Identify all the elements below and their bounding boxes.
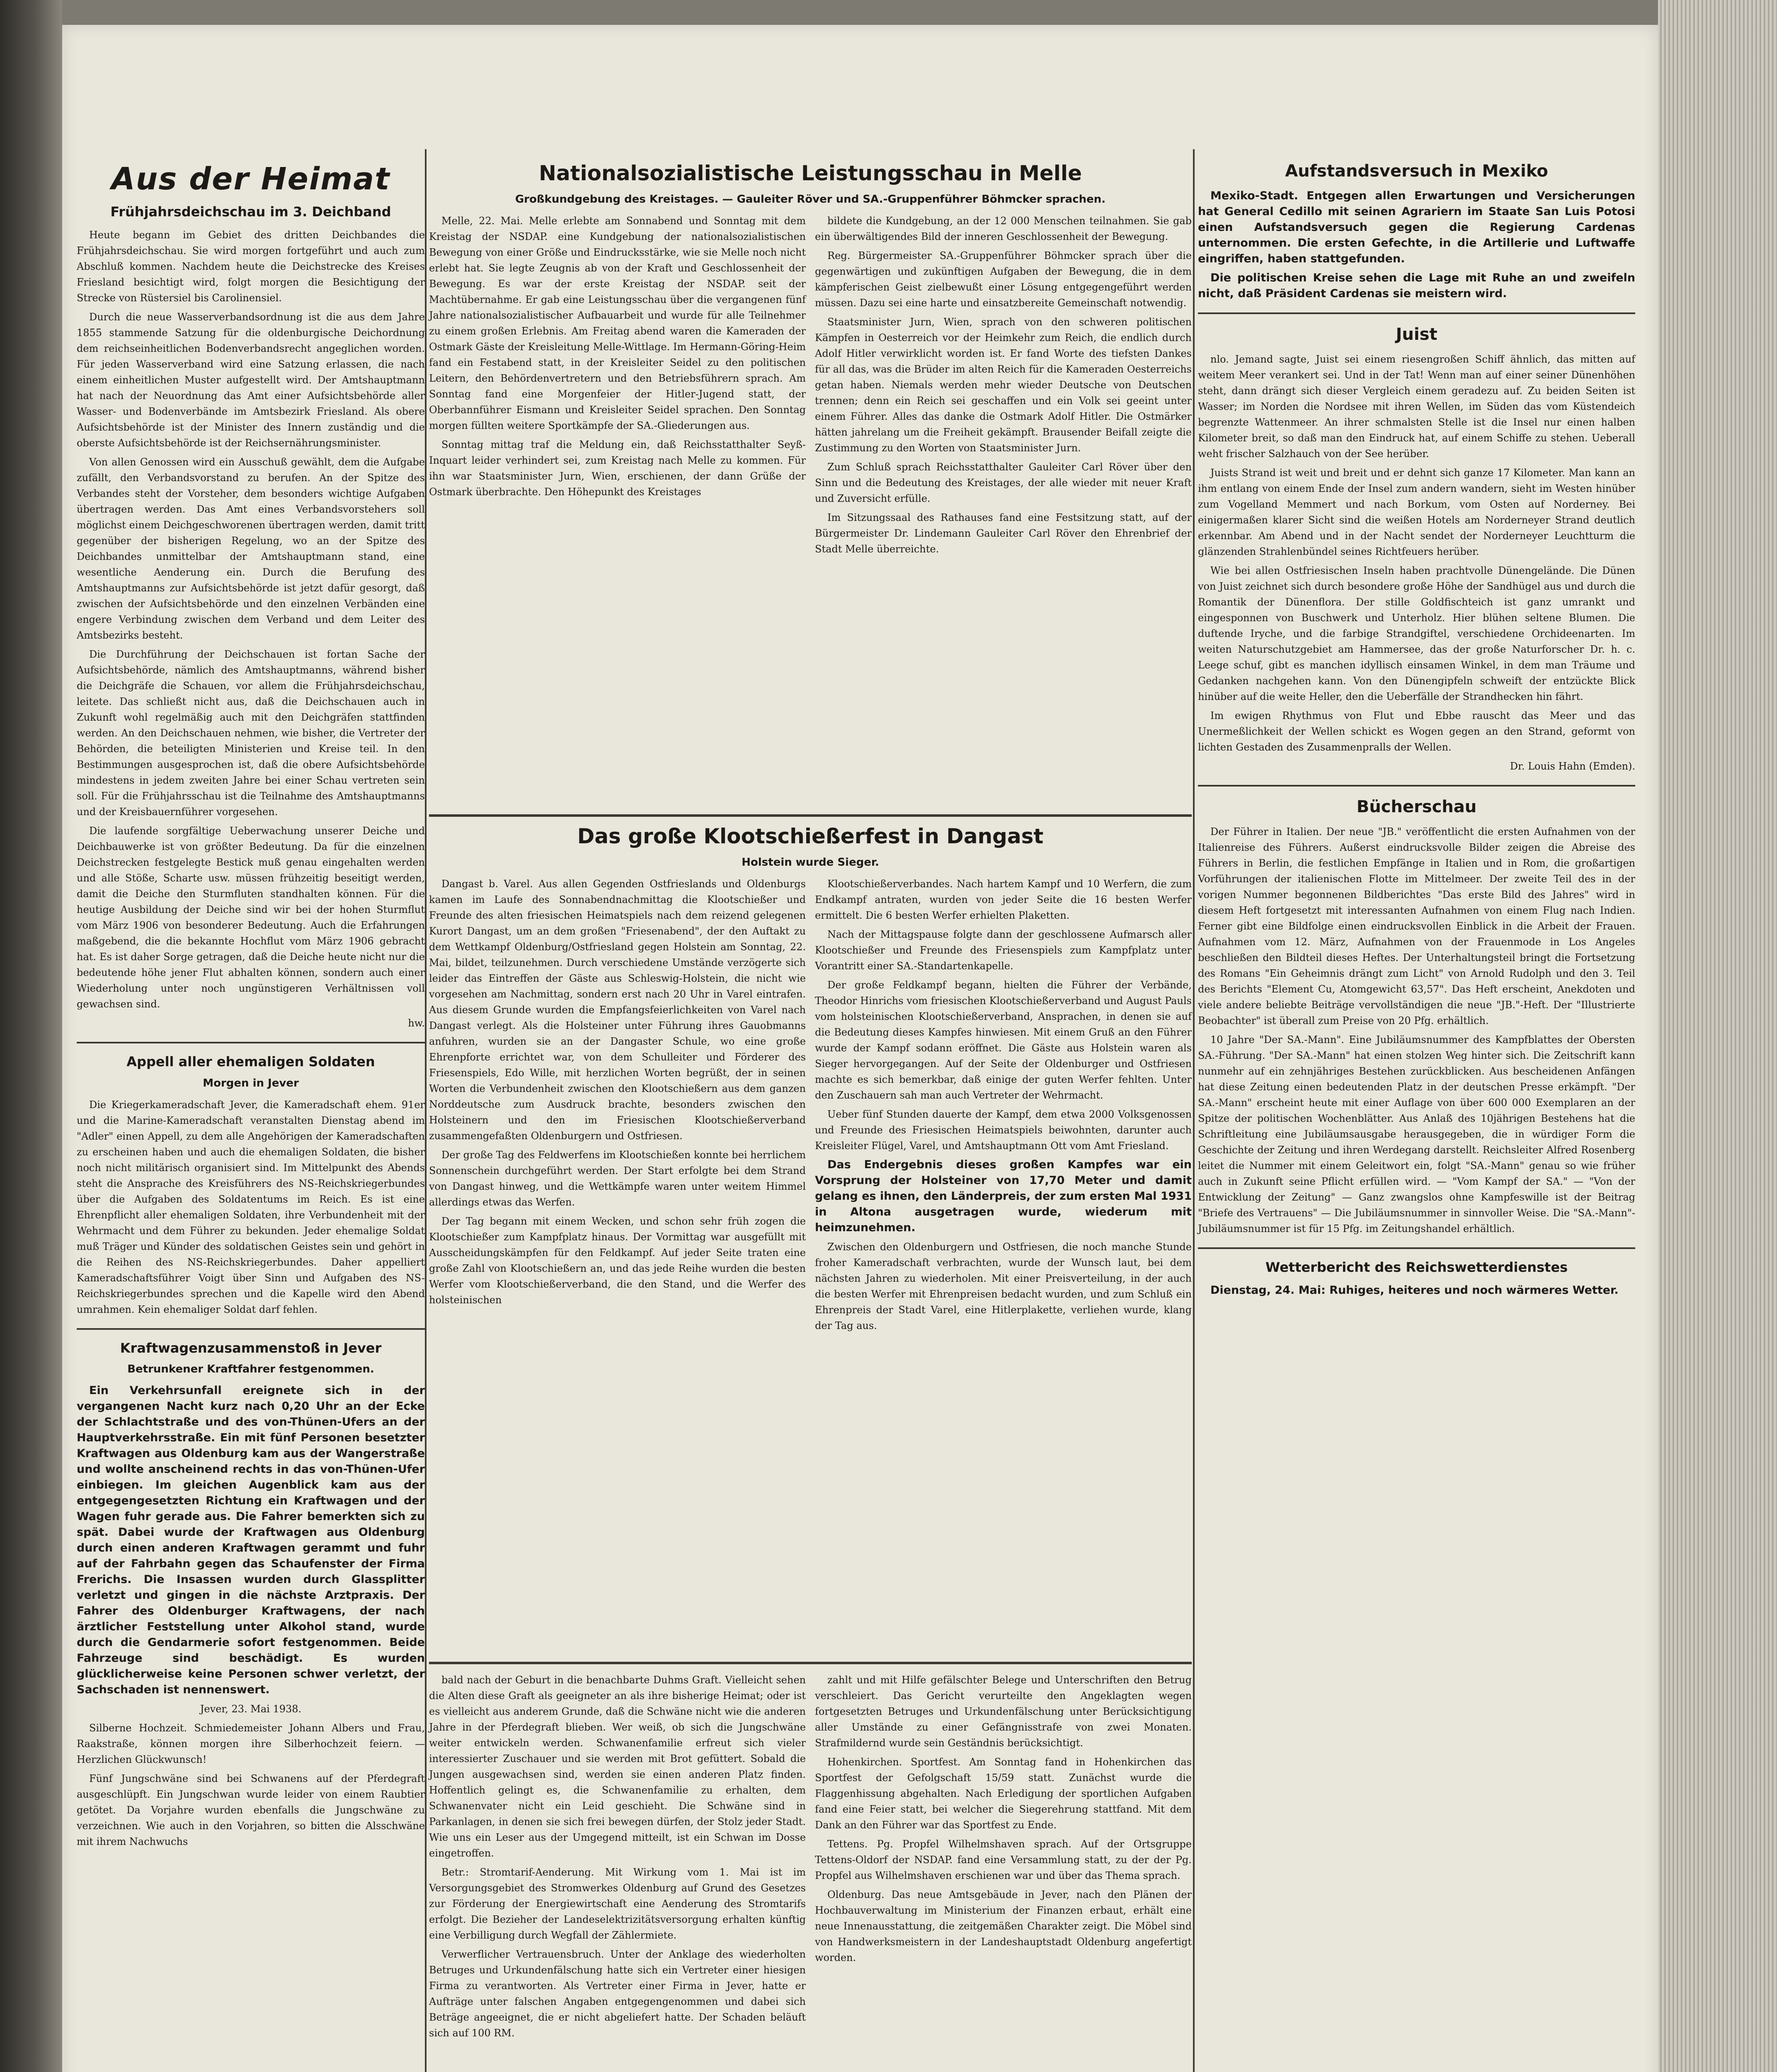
- juist-p1: nlo. Jemand sagte, Juist sei einem riesengroßen Schiff ähnlich, das mitten auf weitem Meer verankert sei. Und in der Tat! Wenn man auf einer seiner Dünenhöhen steht, dann drängt sich dieser Vergleich einem geradezu auf. Zu beiden Seiten ist Wasser; im Norden die Nordsee mit ihren Wellen, im Süden das vom Küstendeich begrenzte Wattenmeer. An ihrer schmalsten Stelle ist die Insel nur einen halben Kilometer breit, so daß man den Eindruck hat, auf einem Schiffe zu stehen. Ueberall weht frischer Salzhauch von der See herüber.: [1198, 353, 1635, 460]
- book-binding: [0, 0, 62, 2072]
- kloot-headline: Das große Klootschießerfest in Dangast: [577, 824, 1044, 848]
- kloot-a3: Der Tag begann mit einem Wecken, und schon sehr früh zogen die Klootschießer zum Kampfplatz hinaus. Der Vormittag war ausgefüllt mit Ausscheidungskämpfen für den Feldkampf. Auf jeder Seite traten eine große Zahl von Klootschießern an, und das jede Reihe wurden die besten Werfer vom Klootschießerverband, die den Stand, und die Werfer des holsteinischen: [429, 1215, 806, 1306]
- kloot-a2: Der große Tag des Feldwerfens im Klootschießen konnte bei herrlichem Sonnenschein durchgeführt werden. Der Start erfolgte bei dem Strand von Dangast hinweg, und die Wettkämpfe waren unter weitem Himmel allerdings etwas das Werfen.: [429, 1149, 806, 1208]
- column-local-news: [77, 162, 425, 1853]
- appell-headline: Appell aller ehemaligen Soldaten: [126, 1053, 375, 1070]
- newspaper-page: [62, 25, 1658, 2072]
- deich-p4: Die Durchführung der Deichschauen ist fortan Sache der Aufsichtsbehörde, nämlich des Amtshauptmanns, während bisher die Deichgräfe die Schauen, vor allem die Frühjahrsdeichschau, leitete. Das schließt nicht aus, daß die Deichschauen auch in Zukunft wohl regelmäßig auch mit den Deichgräfen stattfinden werden. An den Deichschauen nehmen, wie bisher, die Vertreter der Behörden, die beteiligten Ministerien und Kreise teil. In den Bestimmungen ausgesprochen ist, daß die obere Aufsichtsbehörde mindestens in jedem zweiten Jahre bei einer Schau vertreten sein soll. Für die Frühjahrsschau ist die Teilnahme des Amtshauptmanns und der Kreisbauernführer vorgesehen.: [77, 648, 425, 818]
- kloot-b3: Der große Feldkampf begann, hielten die Führer der Verbände, Theodor Hinrichs vom friesischen Klootschießerverband und August Pauls vom holsteinischen Klootschießerverband, Ansprachen, in denen sie auf die Bedeutung dieses Kampfes hinwiesen. Mit einem Gruß an den Führer wurde der Kampf sodann eröffnet. Die Gäste aus Holstein waren als Sieger hervorgegangen. Auf der Seite der Oldenburger und Ostfriesen machte es sich bemerkbar, daß einige der guten Werfer fehlten. Unter den Zuschauern sah man auch Vertreter der Wehrmacht.: [815, 979, 1192, 1101]
- appell-p1: Die Kriegerkameradschaft Jever, die Kameradschaft ehem. 91er und die Marine-Kameradschaft veranstalten Dienstag abend im "Adler" einen Appell, zu dem alle Angehörigen der Kameradschaften zu erscheinen haben und auch die ehemaligen Soldaten, die bisher noch nicht militärisch organisiert sind. Im Mittelpunkt des Abends steht die Ansprache des Kreisführers des NS-Reichskriegerbundes über die Aufgaben des Soldatentums im Reich. Es ist eine Ehrenpflicht aller ehemaligen Soldaten, ihre Verbundenheit mit der Wehrmacht und dem Führer zu bekunden. Jeder ehemalige Soldat muß Träger und Künder des soldatischen Geistes sein und gehört in die Reihen des NS-Reichskriegerbundes. Daher appelliert Kameradschaftsführer Voigt über Sinn und Aufgaben des NS-Reichskriegerbundes sprechen und die Kapelle wird den Abend umrahmen. Kein ehemaliger Soldat darf fehlen.: [77, 1099, 425, 1315]
- deich-p3: Von allen Genossen wird ein Ausschuß gewählt, dem die Aufgabe zufällt, den Verbandsvorstand zu berufen. An der Spitze des Verbandes steht der Vorsteher, dem besonders wichtige Aufgaben übertragen werden. Das Amt eines Verbandsvorstehers soll möglichst einem Deichgeschworenen übertragen werden, damit tritt gegenüber der bisherigen Regelung, wo an der Spitze des Deichbandes unmittelbar der Amtshauptmann stand, eine wesentliche Aenderung ein. Durch die Berufung des Amtshauptmanns zur Aufsichtsbehörde ist jetzt dafür gesorgt, daß zwischen der Aufsichtsbehörde und den einzelnen Verbänden eine engere Verbindung zwischen dem Verband und dem Leiter des Amtsbezirks besteht.: [77, 456, 425, 641]
- lower-b1: zahlt und mit Hilfe gefälschter Belege und Unterschriften den Betrug verschleiert. Das Gericht verurteilte den Angeklagten wegen fortgesetzten Betruges und Urkundenfälschung unter Berücksichtigung aller Umstände zu einer Gefängnisstrafe von zwei Monaten. Strafmildernd wurde sein Geständnis berücksichtigt.: [815, 1674, 1192, 1749]
- leistung-a1: Melle, 22. Mai. Melle erlebte am Sonnabend und Sonntag mit dem Kreistag der NSDAP. eine Kundgebung der nationalsozialistischen Bewegung von einer Größe und Eindrucksstärke, wie sie Melle noch nicht erlebt hat. Sie legte Zeugnis ab von der Kraft und Geschlossenheit der Bewegung. Es war der erste Kreistag der NSDAP. seit der Machtübernahme. Er gab eine Leistungsschau über die vergangenen fünf Jahre nationalsozialistischer Aufbauarbeit und wurde für alle Teilnehmer zu einem großen Erlebnis. Am Freitag abend waren die Kameraden der Ostmark Gäste der Kreisleitung Melle-Wittlage. Im Hermann-Göring-Heim fand ein Festabend statt, in der Kreisleiter Seidel zu den politischen Leitern, den Behördenvertretern und den Betriebsführern sprach. Am Sonntag fand eine Morgenfeier der Hitler-Jugend statt, der Oberbannführer Eismann und Kreisleiter Seidel sprachen. Den Sonntag morgen füllten weitere Sportkämpfe der SA.-Gliederungen aus.: [429, 215, 806, 431]
- mexiko-headline: Aufstandsversuch in Mexiko: [1285, 162, 1548, 181]
- hochzeit-note: Silberne Hochzeit. Schmiedemeister Johann Albers und Frau, Raakstraße, können morgen ihre Silberhochzeit feiern. — Herzlichen Glückwunsch!: [77, 1722, 425, 1766]
- page-edges: [1658, 0, 1777, 2072]
- lower-a3: Verwerflicher Vertrauensbruch. Unter der Anklage des wiederholten Betruges und Urkundenfälschung hatte sich ein Vertreter einer hiesigen Firma zu verantworten. Als Vertreter einer Firma in Jever, hatte er Aufträge unter falschen Angaben entgegengenommen und dabei sich Beträge angeeignet, die er nicht abgeliefert hatte. Der Schaden beläuft sich auf 100 RM.: [429, 1949, 806, 2039]
- article-klootschiesserfest: [429, 825, 1192, 1337]
- leistung-b3: Staatsminister Jurn, Wien, sprach von den schweren politischen Kämpfen in Oesterreich vor der Heimkehr zum Reich, die endlich durch Adolf Hitler verwirklicht worden ist. Er fand Worte des tiefsten Dankes für all das, was die Brüder im alten Reich für die Kameraden Oesterreichs getan haben. Niemals werden mehr wieder Deutsche von Deutschen trennen; denn ein Reich sei geschaffen und ein Volk sei geeint unter einem Führer. Alles das danke die Ostmark Adolf Hitler. Die Ostmärker hätten jahrelang um die Freiheit gekämpft. Brausender Beifall zeigte die Zustimmung zu den Worten von Staatsminister Jurn.: [815, 316, 1192, 454]
- deich-p2: Durch die neue Wasserverbandsordnung ist die aus dem Jahre 1855 stammende Satzung für die oldenburgische Deichordnung dem reichseinheitlichen Bodenverbandsrecht angeglichen worden. Für jeden Wasserverband wird eine Satzung erlassen, die nach einem einheitlichen Muster aufgestellt wird. Der Amtshauptmann hat nach der Neuordnung das Amt einer Aufsichtsbehörde aller Wasser- und Bodenverbände im Amtsbezirk Friesland. Als obere Aufsichtsbehörde ist der Minister des Innern zuständig und die oberste Aufsichtsbehörde ist der Reichsernährungsminister.: [77, 311, 425, 449]
- wetter-headline: Wetterbericht des Reichswetterdienstes: [1265, 1259, 1568, 1275]
- kloot-a1: Dangast b. Varel. Aus allen Gegenden Ostfrieslands und Oldenburgs kamen im Laufe des Sonnabendnachmittag die Klootschießer und Freunde des alten friesischen Heimatspiels nach dem reizend gelegenen Kurort Dangast, um an dem großen "Friesenabend", der den Auftakt zu dem Wettkampf Oldenburg/Ostfriesland gegen Holstein am Sonntag, 22. Mai, bildet, teilzunehmen. Durch verschiedene Umstände verzögerte sich leider das Eintreffen der Gäste aus Schleswig-Holstein, die nicht wie vorgesehen am Nachmittag, sondern erst nach 20 Uhr in Varel eintrafen. Aus diesem Grunde wurden die Empfangsfeierlichkeiten von Varel nach Dangast verlegt. Als die Holsteiner unter Führung ihres Gauobmanns anfuhren, wurden sie an der Dangaster Schule, wo eine große Ehrenpforte errichtet war, von dem Schulleiter und Förderer des Friesenspiels, Edo Wille, mit herzlichen Worten begrüßt, der in seinen Worten die Verbundenheit zwischen den Klootschießern aus dem ganzen Norddeutsche zum Ausdruck brachte, besonders zwischen den Holsteinern und den im Friesischen Klootschießerverband zusammengefaßten Oldenburgern und Ostfriesen.: [429, 878, 806, 1142]
- lower-local-news: [429, 1672, 1192, 2044]
- kloot-b5: Das Endergebnis dieses großen Kampfes war ein Vorsprung der Holsteiner von 17,70 Meter und damit gelang es ihnen, den Länderpreis, der zum ersten Mal 1931 in Altona ausgetragen wurde, wiederum mit heimzunehmen.: [815, 1158, 1192, 1234]
- lower-b4: Oldenburg. Das neue Amtsgebäude in Jever, nach den Plänen der Hochbauverwaltung im Ministerium der Finanzen erbaut, erhält eine neue Innenausstattung, die zeitgemäßen Charakter zeigt. Die Möbel sind von Handwerksmeistern in der Landeshauptstadt Oldenburg angefertigt worden.: [815, 1889, 1192, 1963]
- column-rule: [1193, 149, 1195, 2072]
- kloot-b2: Nach der Mittagspause folgte dann der geschlossene Aufmarsch aller Klootschießer und Freunde des Friesenspiels zum Kampfplatz unter Vorantritt einer SA.-Standartenkapelle.: [815, 928, 1192, 972]
- juist-p3: Wie bei allen Ostfriesischen Inseln haben prachtvolle Dünengelände. Die Dünen von Juist zeichnet sich durch besondere große Höhe der Sandhügel aus und durch die Romantik der Dünenflora. Der stille Goldfischteich ist ganz umrankt und eingesponnen von Buschwerk und Unterholz. Hier blühen seltene Blumen. Die duftende Iryche, und die farbige Strandgiftel, verschiedene Orchideenarten. Im weiten Naturschutzgebiet am Hammersee, das der große Naturforscher Dr. h. c. Leege schuf, gibt es manchen idyllisch einsamen Winkel, in dem man Träume und Gedanken nachgehen kann. Von den Dünengipfeln schweift der entzückte Blick hinüber auf die weite Heller, den die Ueberfälle der Strandhecken hin fährt.: [1198, 565, 1635, 702]
- appell-subhead: Morgen in Jever: [203, 1077, 299, 1089]
- column-right: [1198, 162, 1635, 1302]
- lower-b2: Hohenkirchen. Sportfest. Am Sonntag fand in Hohenkirchen das Sportfest der Gefolgschaft 15/59 statt. Zunächst wurde die Flaggenhissung abgehalten. Nach Erledigung der sportlichen Aufgaben fand eine Feier statt, bei welcher die Siegerehrung stattfand. Mit dem Dank an den Führer war das Sportfest zu Ende.: [815, 1756, 1192, 1831]
- leistung-b1: bildete die Kundgebung, an der 12 000 Menschen teilnahmen. Sie gab ein überwältigendes Bild der inneren Geschlossenheit der Bewegung.: [815, 215, 1192, 242]
- juist-headline: Juist: [1396, 325, 1438, 344]
- kloot-b4: Ueber fünf Stunden dauerte der Kampf, dem etwa 2000 Volksgenossen und Freunde des Friesischen Heimatspiels beiwohnten, darunter auch Kreisleiter Flügel, Varel, und Amtshauptmann Ott vom Amt Friesland.: [815, 1108, 1192, 1152]
- leistung-subhead: Großkundgebung des Kreistages. — Gauleiter Röver und SA.-Gruppenführer Böhmcker sprachen.: [515, 193, 1106, 206]
- leistung-b2: Reg. Bürgermeister SA.-Gruppenführer Böhmcker sprach über die gegenwärtigen und zukünftigen Aufgaben der Bewegung, die in dem kämpferischen Geist zielbewußt einer Lösung entgegengeführt werden müssen. Dazu sei eine harte und einsatzbereite Gemeinschaft notwendig.: [815, 249, 1192, 309]
- divider: [1198, 1247, 1635, 1249]
- lower-a1: bald nach der Geburt in die benachbarte Duhms Graft. Vielleicht sehen die Alten diese Graft als geeigneter an als ihre bisherige Heimat; oder ist es vielleicht aus anderem Grunde, daß die Schwäne nicht wie die anderen Jahre in der Pferdegraft blieben. Wer weiß, ob sich die Jungschwäne weiter entwickeln werden. Schwanenfamilie erfreut sich vieler interessierter Zuschauer und sie werden mit Brot gefüttert. Sobald die Jungen ausgewachsen sind, werden sie einen anderen Platz finden. Hoffentlich gelingt es, die Schwanenfamilie zu erhalten, dem Schwanenvater nicht ein Leid geschieht. Die Schwäne sind in Parkanlagen, in denen sie sich frei bewegen dürfen, der Stolz jeder Stadt. Wie uns ein Leser aus der Umgegend mitteilt, ist ein Schwan im Dosse eingetroffen.: [429, 1674, 806, 1859]
- schwaene-note: Fünf Jungschwäne sind bei Schwanens auf der Pferdegraft ausgeschlüpft. Ein Jungschwan wurde leider von einem Raubtier getötet. Da Vorjahre wurden ebenfalls die Jungschwäne zu verzeichnen. Wie auch in den Vorjahren, so bitten die Alsschwäne mit ihrem Nachwuchs: [77, 1773, 425, 1848]
- divider: [77, 1042, 425, 1043]
- wetter-p1: Dienstag, 24. Mai: Ruhiges, heiteres und noch wärmeres Wetter.: [1210, 1283, 1619, 1297]
- leistung-headline: Nationalsozialistische Leistungsschau in Melle: [539, 161, 1082, 185]
- section-rule: [429, 1662, 1192, 1664]
- mexiko-p1: Mexiko-Stadt. Entgegen allen Erwartungen und Versicherungen hat General Cedillo mit seinen Agrariern im Staate San Luis Potosi einen Aufstandsversuch gegen die Regierung Cardenas unternommen. Die ersten Gefechte, in die Artillerie und Luftwaffe eingriffen, haben stattgefunden.: [1198, 189, 1635, 265]
- juist-signature: Dr. Louis Hahn (Emden).: [1510, 760, 1635, 772]
- deich-headline: Frühjahrsdeichschau im 3. Deichband: [110, 204, 391, 220]
- kraft-dateline: Jever, 23. Mai 1938.: [200, 1703, 302, 1715]
- kraft-p1: Ein Verkehrsunfall ereignete sich in der vergangenen Nacht kurz nach 0,20 Uhr an der Ecke der Schlachtstraße und des von-Thünen-Ufers an der Hauptverkehrsstraße. Ein mit fünf Personen besetzter Kraftwagen aus Oldenburg kam aus der Wangerstraße und wollte anscheinend rechts in das von-Thünen-Ufer einbiegen. Im gleichen Augenblick kam aus der entgegengesetzten Richtung ein Kraftwagen und der Wagen fuhr gerade aus. Die Fahrer bemerkten sich zu spät. Dabei wurde der Kraftwagen aus Oldenburg durch einen anderen Kraftwagen gerammt und fuhr auf der Fahrbahn gegen das Schaufenster der Firma Frerichs. Die Insassen wurden durch Glassplitter verletzt und gingen in die nächste Arztpraxis. Der Fahrer des Oldenburger Kraftwagens, der nach ärztlicher Feststellung unter Alkohol stand, wurde durch die Gendarmerie sofort festgenommen. Beide Fahrzeuge sind beschädigt. Es wurden glücklicherweise keine Personen schwer verletzt, der Sachschaden ist nennenswert.: [77, 1384, 425, 1697]
- deich-p5: Die laufende sorgfältige Ueberwachung unserer Deiche und Deichbauwerke ist von größter Bedeutung. Da für die einzelnen Deichstrecken festgelegte Bestick muß genau eingehalten werden und alle Stöße, Scharte usw. müssen frühzeitig beseitigt werden, damit die Deiche den Sturmfluten standhalten können. Für die heutige Ausbildung der Deiche sind wir bei der hohen Sturmflut vom März 1906 von besonderer Bedeutung. Auch die Erfahrungen maßgebend, die die bekannte Hochflut vom März 1906 gebracht hat. Es ist daher Sorge getragen, daß die Deiche heute nicht nur die bedeutende höhe jener Flut abhalten können, sondern auch einer Wiederholung unter noch ungünstigeren Verhältnissen voll gewachsen sind.: [77, 825, 425, 1010]
- leistung-b4: Zum Schluß sprach Reichsstatthalter Gauleiter Carl Röver über den Sinn und die Bedeutung des Kreistages, der alle wieder mit neuer Kraft und Zuversicht erfülle.: [815, 461, 1192, 504]
- lower-b3: Tettens. Pg. Propfel Wilhelmshaven sprach. Auf der Ortsgruppe Tettens-Oldorf der NSDAP. fand eine Versammlung statt, zu der der Pg. Propfel aus Wilhelmshaven erschienen war und über das Thema sprach.: [815, 1838, 1192, 1881]
- divider: [1198, 785, 1635, 787]
- lower-a2: Betr.: Stromtarif-Aenderung. Mit Wirkung vom 1. Mai ist im Versorgungsgebiet des Stromwerkes Oldenburg auf Grund des Gesetzes zur Förderung der Energiewirtschaft eine Aenderung des Stromtarifs erfolgt. Die Bezieher der Landeselektrizitätsversorgung erhalten künftig eine Verbilligung durch Wegfall der Zählermiete.: [429, 1866, 806, 1941]
- buecher-p1: Der Führer in Italien. Der neue "JB." veröffentlicht die ersten Aufnahmen von der Italienreise des Führers. Außerst eindrucksvolle Bilder zeigen die Abreise des Führers in Berlin, die festlichen Empfänge in Italien und in Rom, die großartigen Vorführungen der italienischen Flotte im Mittelmeer. Der zweite Teil des in der vorigen Nummer begonnenen Bildberichtes "Das erste Bild des Jahres" wird in diesem Heft fortgesetzt mit interessanten Aufnahmen von einem Flug nach Indien. Ferner gibt eine Bildfolge einen eindrucksvollen Einblick in die Arbeit der Frauen. Aufnahmen vom 12. März, Aufnahmen von der Frauenmode in Los Angeles beschließen den Bildteil dieses Heftes. Der Unterhaltungsteil bringt die Fortsetzung des Romans "Ein Geheimnis drängt zum Licht" von Arnold Rudolph und den 3. Teil des Berichts "Element Cu, Atomgewicht 63,57". Das Heft erscheint, Anekdoten und viele andere beliebte Beiträge vervollständigen die neue "JB."-Heft. Der "Illustrierte Beobachter" ist überall zum Preise von 20 Pfg. erhältlich.: [1198, 826, 1635, 1026]
- deich-p1: Heute begann im Gebiet des dritten Deichbandes die Frühjahrsdeichschau. Sie wird morgen fortgeführt und auch zum Abschluß kommen. Nachdem heute die Deichstrecke des Kreises Friesland besichtigt wird, folgt morgen die Besichtigung der Strecke von Rüstersiel bis Carolinensiel.: [77, 229, 425, 304]
- kloot-subhead: Holstein wurde Sieger.: [742, 856, 879, 869]
- article-leistungsschau: [429, 162, 1192, 560]
- kraft-subhead: Betrunkener Kraftfahrer festgenommen.: [127, 1363, 374, 1376]
- juist-p4: Im ewigen Rhythmus von Flut und Ebbe rauscht das Meer und das Unermeßlichkeit der Wellen schickt es Wogen gegen an den Strand, geformt von lichten Gestaden des Zusammenpralls der Wellen.: [1198, 710, 1635, 753]
- section-title-heimat: Aus der Heimat: [111, 161, 390, 197]
- leistung-b5: Im Sitzungssaal des Rathauses fand eine Festsitzung statt, auf der Bürgermeister Dr. Lindemann Gauleiter Carl Röver den Ehrenbrief der Stadt Melle überreichte.: [815, 511, 1192, 555]
- buecherschau-headline: Bücherschau: [1356, 797, 1477, 816]
- kloot-b1: Klootschießerverbandes. Nach hartem Kampf und 10 Werfern, die zum Endkampf antraten, wurden von jeder Seite die 16 besten Werfer ermittelt. Die 6 besten Werfer erhielten Plaketten.: [815, 878, 1192, 921]
- buecher-p2: 10 Jahre "Der SA.-Mann". Eine Jubiläumsnummer des Kampfblattes der Obersten SA.-Führung. "Der SA.-Mann" hat einen stolzen Weg hinter sich. Die Zeitschrift kann nunmehr auf ein zehnjähriges Bestehen zurückblicken. Aus bescheidenen Anfängen hat diese Zeitung einen bedeutenden Platz in der deutschen Presse erkämpft. "Der SA.-Mann" erscheint heute mit einer Auflage von über 600 000 Exemplaren an der Spitze der politischen Wochenblätter. Aus Anlaß des 10jährigen Bestehens hat die Schriftleitung eine Jubiläumsausgabe herausgegeben, die in würdiger Form die Geschichte der Zeitung und ihren Werdegang darstellt. Reichsleiter Alfred Rosenberg leitet die Nummer mit einem Geleitwort ein, folgt "SA.-Mann" genau so wie früher auch in Zukunft seine Pflicht erfüllen wird. — "Vom Kampf der SA." — "Von der Entwicklung der Zeitung" — Ganz zwangslos ohne Kampfeswille ist der Beitrag "Briefe des Vertrauens" — Die Jubiläumsnummer in sinnvoller Weise. Die "SA.-Mann"-Jubiläumsnummer ist für 15 Pfg. im Zeitungshandel erhältlich.: [1198, 1034, 1635, 1234]
- leistung-a2: Sonntag mittag traf die Meldung ein, daß Reichsstatthalter Seyß-Inquart leider verhindert sei, zum Kreistag nach Melle zu kommen. Für ihn war Staatsminister Jurn, Wien, erschienen, der dann Grüße der Ostmark überbrachte. Den Höhepunkt des Kreistages: [429, 438, 806, 498]
- column-rule: [425, 149, 427, 2072]
- deich-signature: hw.: [408, 1017, 425, 1029]
- divider: [77, 1328, 425, 1330]
- section-rule: [429, 814, 1192, 817]
- juist-p2: Juists Strand ist weit und breit und er dehnt sich ganze 17 Kilometer. Man kann an ihm entlang von einem Ende der Insel zum andern wandern, sieht im Westen hinüber zum Vogelland Memmert und nach Borkum, vom Osten auf Norderney. Bei einigermaßen klarer Sicht sind die weißen Hotels am Norderneyer Strand deutlich erkennbar. Am Abend und in der Nacht sendet der Norderneyer Leuchtturm die glänzenden Strahlenbündel seines Richtfeuers herüber.: [1198, 467, 1635, 557]
- divider: [1198, 312, 1635, 314]
- mexiko-p2: Die politischen Kreise sehen die Lage mit Ruhe an und zweifeln nicht, daß Präsident Cardenas sie meistern wird.: [1198, 271, 1635, 300]
- kraft-headline: Kraftwagenzusammenstoß in Jever: [120, 1340, 382, 1356]
- kloot-b6: Zwischen den Oldenburgern und Ostfriesen, die noch manche Stunde froher Kameradschaft verbrachten, wurde der Wunsch laut, bei dem nächsten Jahren zu wiederholen. Mit einer Preisverteilung, in der auch die besten Werfer mit Ehrenpreisen bedacht wurden, und zum Schluß ein Ehrenpreis der Stadt Varel, eine Hitlerplakette, verliehen wurde, klang der Tag aus.: [815, 1241, 1192, 1331]
